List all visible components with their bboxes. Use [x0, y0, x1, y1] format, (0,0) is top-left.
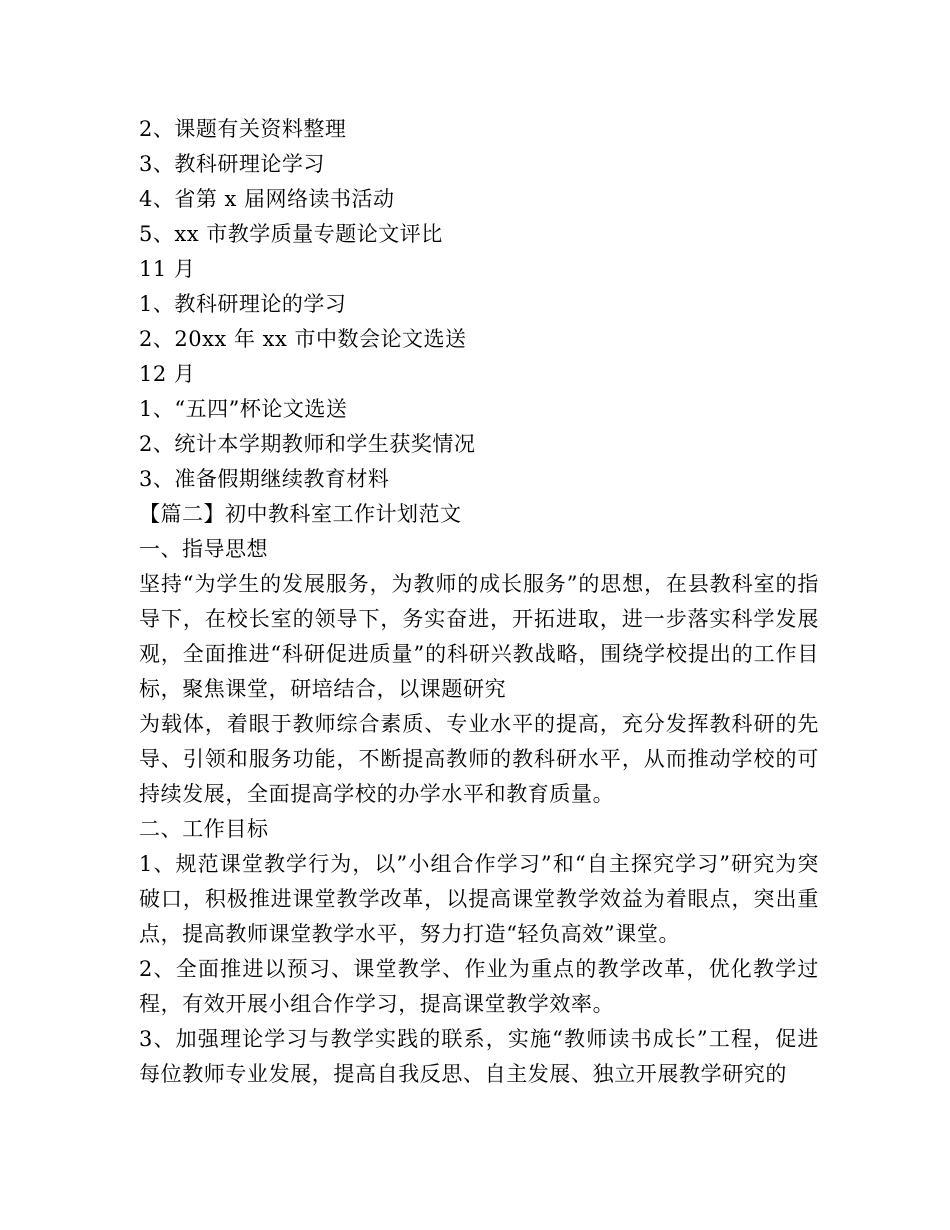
plan-item: 5、xx 市教学质量专题论文评比	[139, 222, 443, 246]
body-paragraph: 坚持“为学生的发展服务，为教师的成长服务”的思想，在县教科室的指导下，在校长室的领导下，务实奋进，开拓进取，进一步落实科学发展观，全面推进“科研促进质量”的科研兴教战略，围绕学校提出的工作目标，聚焦课堂，研培结合，以课题研究	[139, 572, 819, 701]
plan-item: 3、准备假期继续教育材料	[139, 467, 390, 491]
body-paragraph: 1、规范课堂教学行为，以”小组合作学习”和“自主探究学习”研究为突破口，积极推进课堂教学改革，以提高课堂教学效益为着眼点，突出重点，提高教师课堂教学水平，努力打造“轻负高效”课堂。	[139, 852, 819, 946]
body-paragraph: 3、加强理论学习与教学实践的联系，实施“教师读书成长”工程，促进每位教师专业发展，提高自我反思、自主发展、独立开展教学研究的	[139, 1027, 819, 1086]
document-page	[139, 112, 819, 1092]
section-heading: 一、指导思想	[139, 537, 268, 561]
plan-item: 3、教科研理论学习	[139, 152, 325, 176]
plan-item: 2、统计本学期教师和学生获奖情况	[139, 432, 476, 456]
month-heading: 12 月	[139, 362, 196, 386]
plan-item: 2、课题有关资料整理	[139, 117, 347, 141]
body-paragraph: 2、全面推进以预习、课堂教学、作业为重点的教学改革，优化教学过程，有效开展小组合作学习，提高课堂教学效率。	[139, 957, 819, 1016]
plan-item: 1、教科研理论的学习	[139, 292, 347, 316]
plan-item: 1、“五四”杯论文选送	[139, 397, 348, 421]
section-heading: 二、工作目标	[139, 817, 269, 841]
month-heading: 11 月	[139, 257, 196, 281]
section-title: 【篇二】初中教科室工作计划范文	[139, 502, 462, 526]
plan-item: 2、20xx 年 xx 市中数会论文选送	[139, 327, 467, 351]
plan-item: 4、省第 x 届网络读书活动	[139, 187, 395, 211]
body-paragraph: 为载体，着眼于教师综合素质、专业水平的提高，充分发挥教科研的先导、引领和服务功能，不断提高教师的教科研水平，从而推动学校的可持续发展，全面提高学校的办学水平和教育质量。	[139, 712, 819, 806]
